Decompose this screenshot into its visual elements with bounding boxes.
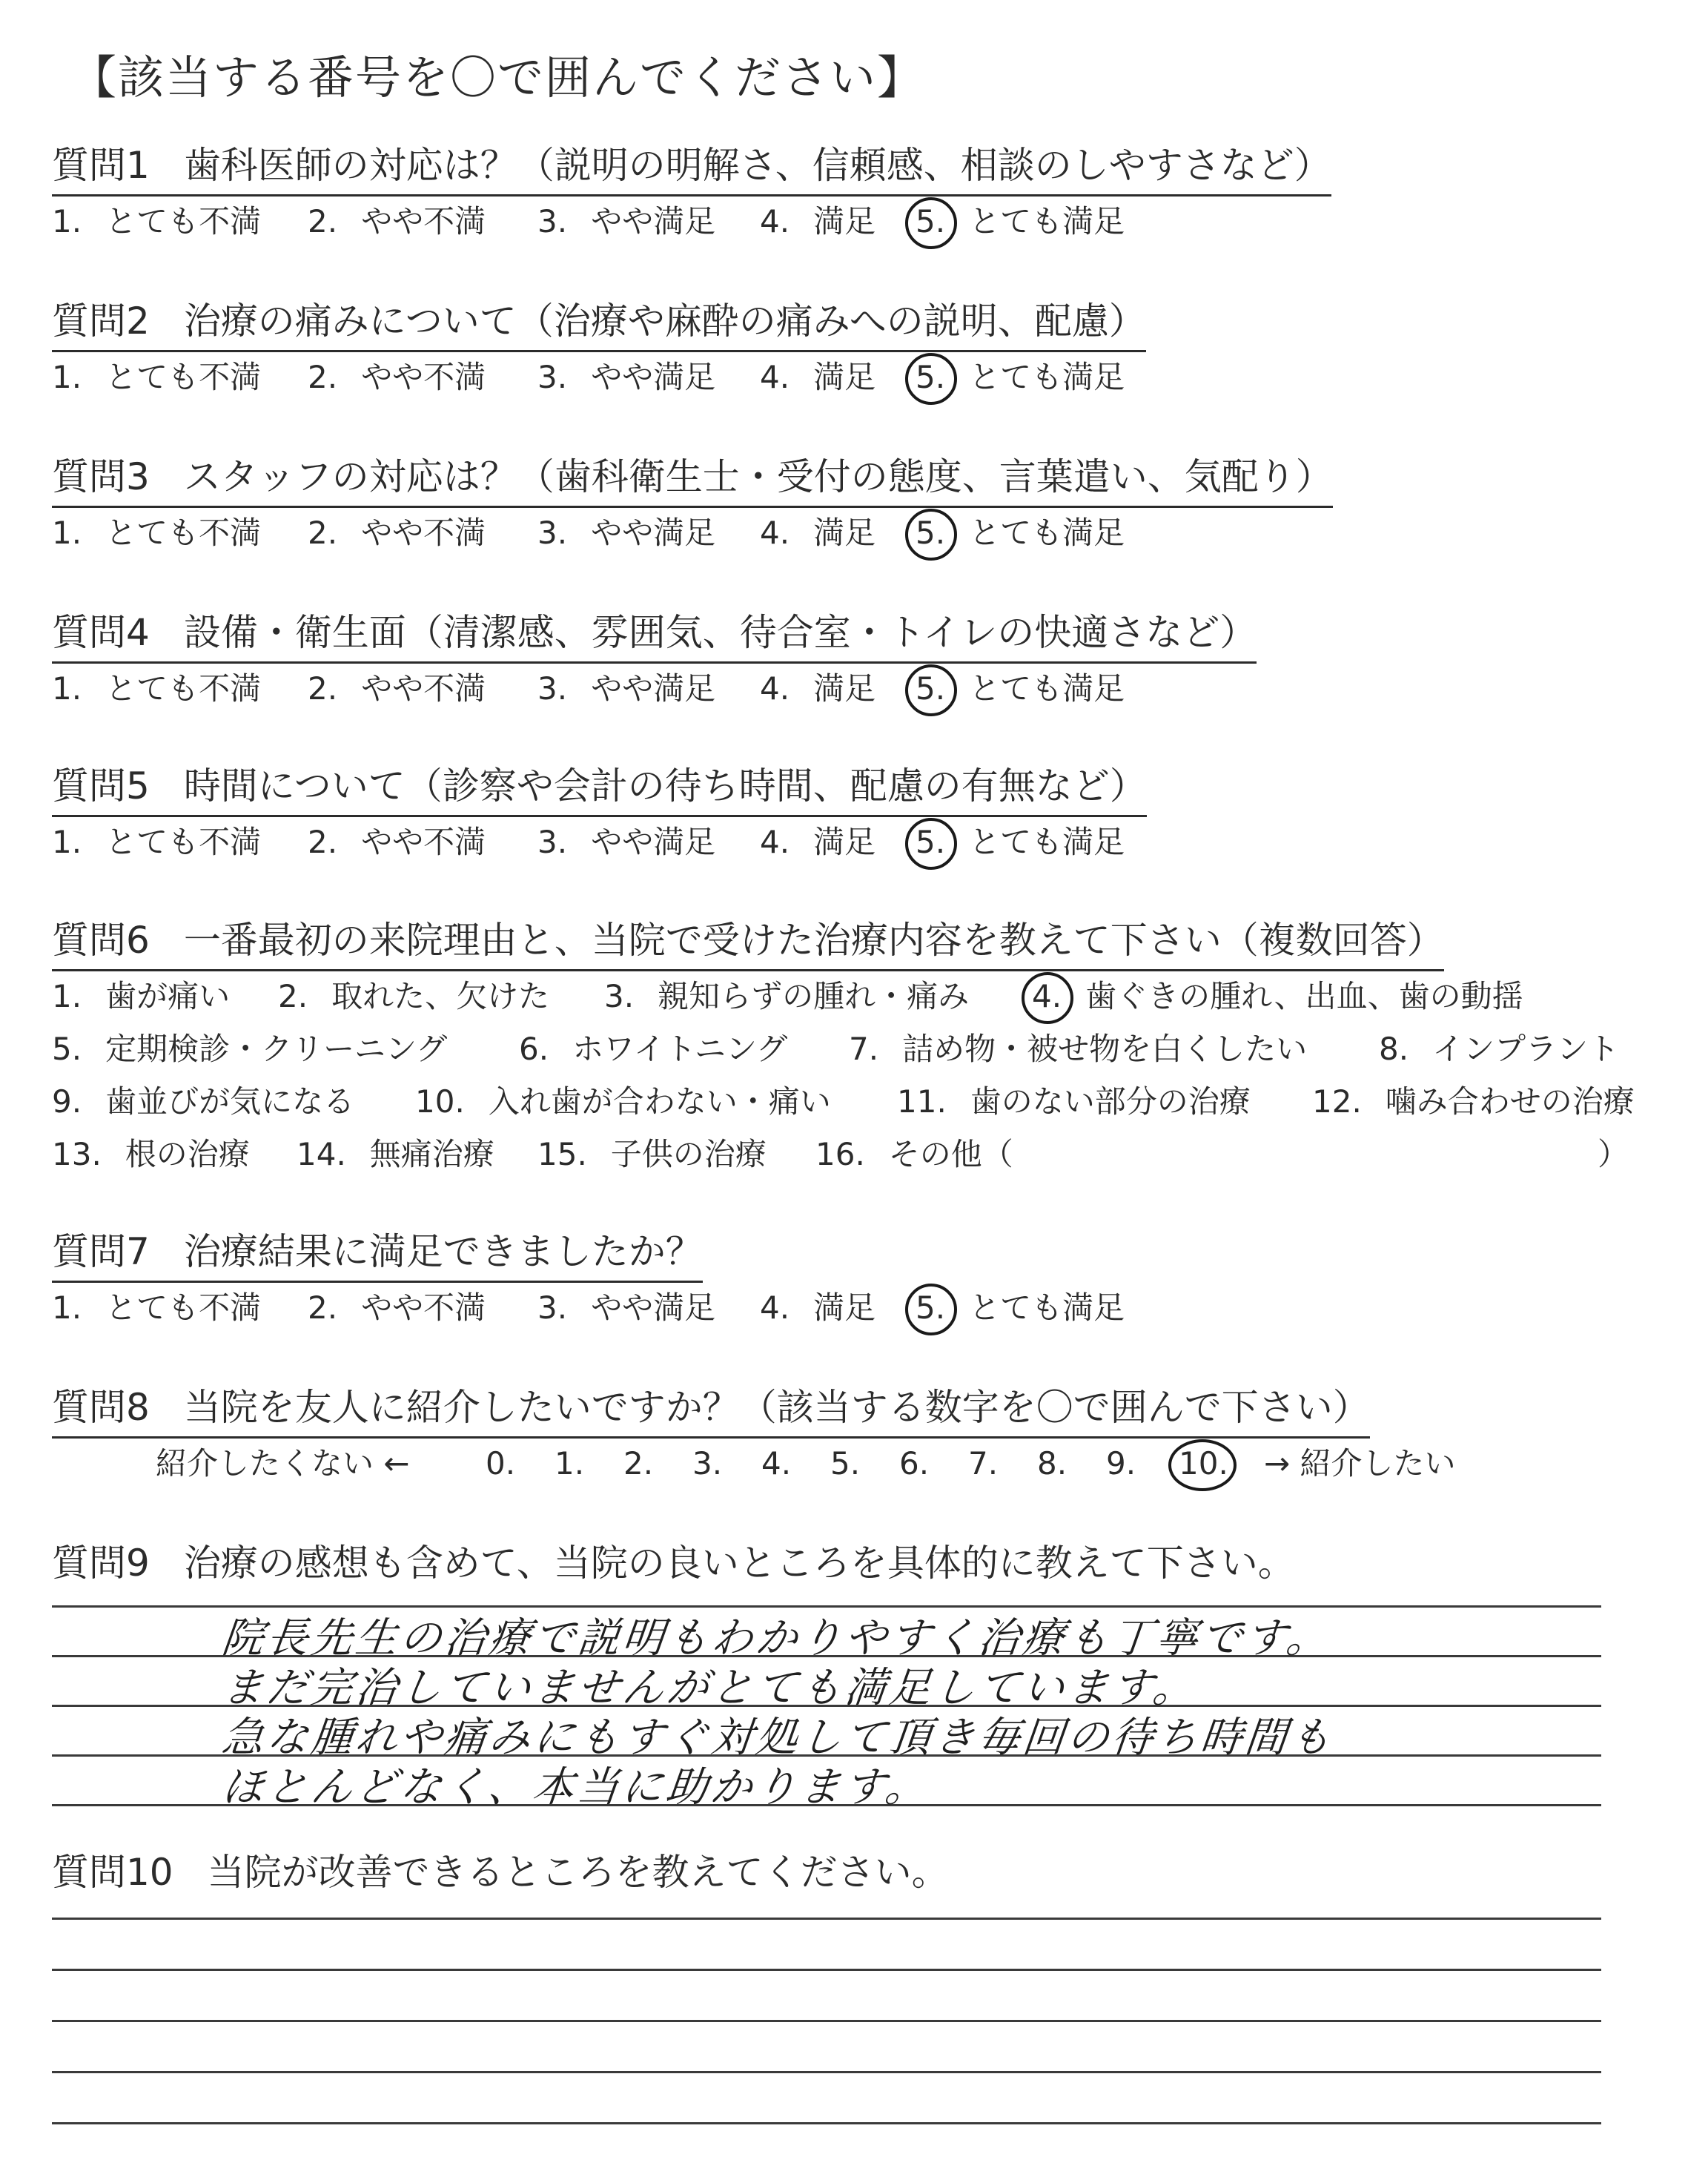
q6-option-4-selected[interactable]: 4. 歯ぐきの腫れ、出血、歯の動揺	[1032, 978, 1523, 1014]
scale-0[interactable]: 0.	[486, 1445, 516, 1482]
q1-selected-mark: 5.	[916, 203, 946, 240]
scale-10-selected[interactable]	[1179, 1445, 1228, 1482]
q8-selected-mark: 10.	[1179, 1445, 1228, 1482]
q1-option-5-selected[interactable]: 5. とても満足	[916, 203, 1125, 240]
q1-option-1[interactable]: 1. とても不満	[52, 203, 262, 240]
question-4-title	[52, 611, 1257, 664]
q9-handwritten-3: 急な腫れや痛みにもすぐ対処して頂き毎回の待ち時間も	[219, 1714, 1337, 1762]
q6-option-15[interactable]: 15. 子供の治療	[537, 1136, 767, 1172]
question-10-text: 当院が改善できるところを教えてください。	[207, 1851, 949, 1894]
question-6-text: 一番最初の来院理由と、当院で受けた治療内容を教えて下さい（複数回答）	[183, 919, 1444, 962]
question-8-title	[52, 1386, 1370, 1439]
q6-option-10[interactable]: 10. 入れ歯が合わない・痛い	[415, 1083, 831, 1120]
question-5-number: 質問5	[52, 764, 150, 807]
q6-option-1[interactable]: 1. 歯が痛い	[52, 978, 231, 1014]
q4-option-4[interactable]: 4. 満足	[760, 670, 876, 707]
q3-selected-mark: 5.	[916, 515, 946, 551]
question-9-number: 質問9	[52, 1542, 150, 1585]
q7-option-4[interactable]: 4. 満足	[760, 1289, 876, 1326]
q3-option-5-selected[interactable]: 5. とても満足	[916, 515, 1125, 551]
question-8-number: 質問8	[52, 1386, 150, 1429]
scale-4[interactable]: 4.	[761, 1445, 792, 1482]
question-1-number: 質問1	[52, 144, 150, 187]
question-3-number: 質問3	[52, 455, 150, 498]
question-2-title	[52, 300, 1146, 352]
q5-option-2[interactable]: 2. やや不満	[308, 824, 486, 860]
q6-other-close-paren: ）	[1598, 1136, 1629, 1172]
scale-5[interactable]: 5.	[830, 1445, 861, 1482]
q10-answer-line-3	[52, 2071, 1601, 2073]
q7-option-1[interactable]: 1. とても不満	[52, 1289, 262, 1326]
q3-option-3[interactable]: 3. やや満足	[537, 515, 716, 551]
q1-option-4[interactable]: 4. 満足	[760, 203, 876, 240]
q6-option-8[interactable]: 8. インプラント	[1379, 1031, 1620, 1067]
q1-option-3[interactable]: 3. やや満足	[537, 203, 716, 240]
q6-option-16[interactable]: 16. その他（	[815, 1136, 1013, 1172]
q10-answer-line-0	[52, 1918, 1601, 1920]
q2-selected-mark: 5.	[916, 359, 946, 395]
q6-option-5[interactable]: 5. 定期検診・クリーニング	[52, 1031, 448, 1067]
question-6-title	[52, 919, 1444, 971]
q5-selected-mark: 5.	[916, 824, 946, 860]
scale-left-label: 紹介したくない ←	[156, 1445, 410, 1482]
question-4-text: 設備・衛生面（清潔感、雰囲気、待合室・トイレの快適さなど）	[183, 611, 1257, 654]
q7-option-5-selected[interactable]: 5. とても満足	[916, 1289, 1125, 1326]
page-title: 【該当する番号を〇で囲んでください】	[70, 50, 925, 105]
question-10-title	[52, 1851, 949, 1901]
question-2-number: 質問2	[52, 300, 150, 343]
q7-option-3[interactable]: 3. やや満足	[537, 1289, 716, 1326]
q4-option-1[interactable]: 1. とても不満	[52, 670, 262, 707]
question-4-number: 質問4	[52, 611, 150, 654]
q3-option-1[interactable]: 1. とても不満	[52, 515, 262, 551]
q6-option-14[interactable]: 14. 無痛治療	[297, 1136, 494, 1172]
q3-option-4[interactable]: 4. 満足	[760, 515, 876, 551]
question-3-text: スタッフの対応は？（歯科衛生士・受付の態度、言葉遣い、気配り）	[183, 455, 1333, 498]
q6-option-7[interactable]: 7. 詰め物・被せ物を白くしたい	[849, 1031, 1308, 1067]
question-2-text: 治療の痛みについて（治療や麻酔の痛みへの説明、配慮）	[183, 300, 1146, 343]
scale-3[interactable]: 3.	[692, 1445, 723, 1482]
q4-option-5-selected[interactable]: 5. とても満足	[916, 670, 1125, 707]
q9-handwritten-2: まだ完治していませんがとても満足しています。	[219, 1664, 1200, 1712]
question-9-text: 治療の感想も含めて、当院の良いところを具体的に教えて下さい。	[183, 1542, 1295, 1585]
q10-answer-line-2	[52, 2020, 1601, 2022]
scale-6[interactable]: 6.	[899, 1445, 930, 1482]
scale-2[interactable]: 2.	[623, 1445, 654, 1482]
question-9-title	[52, 1542, 1295, 1592]
q6-option-11[interactable]: 11. 歯のない部分の治療	[897, 1083, 1251, 1120]
question-1-text: 歯科医師の対応は？（説明の明解さ、信頼感、相談のしやすさなど）	[183, 144, 1331, 187]
question-6-number: 質問6	[52, 919, 150, 962]
q10-answer-line-4	[52, 2122, 1601, 2124]
q2-option-4[interactable]: 4. 満足	[760, 359, 876, 395]
question-5-title	[52, 764, 1147, 817]
q4-option-2[interactable]: 2. やや不満	[308, 670, 486, 707]
q6-selected-mark: 4.	[1032, 978, 1062, 1014]
q6-option-2[interactable]: 2. 取れた、欠けた	[278, 978, 550, 1014]
q5-option-5-selected[interactable]: 5. とても満足	[916, 824, 1125, 860]
q6-option-12[interactable]: 12. 噛み合わせの治療	[1312, 1083, 1635, 1120]
q5-option-1[interactable]: 1. とても不満	[52, 824, 262, 860]
q2-option-2[interactable]: 2. やや不満	[308, 359, 486, 395]
q9-handwritten-4: ほとんどなく、本当に助かります。	[219, 1763, 933, 1811]
scale-7[interactable]: 7.	[968, 1445, 999, 1482]
q4-option-3[interactable]: 3. やや満足	[537, 670, 716, 707]
question-7-text: 治療結果に満足できましたか？	[183, 1230, 703, 1273]
question-7-title	[52, 1230, 703, 1283]
q2-option-1[interactable]: 1. とても不満	[52, 359, 262, 395]
scale-9[interactable]: 9.	[1106, 1445, 1136, 1482]
q10-answer-line-1	[52, 1969, 1601, 1971]
question-5-text: 時間について（診察や会計の待ち時間、配慮の有無など）	[183, 764, 1147, 807]
question-8-text: 当院を友人に紹介したいですか？（該当する数字を〇で囲んで下さい）	[183, 1386, 1370, 1429]
scale-1[interactable]: 1.	[555, 1445, 585, 1482]
question-7-number: 質問7	[52, 1230, 150, 1273]
scale-8[interactable]: 8.	[1037, 1445, 1068, 1482]
q9-handwritten-1: 院長先生の治療で説明もわかりやすく治療も丁寧です。	[219, 1614, 1334, 1662]
q3-option-2[interactable]: 2. やや不満	[308, 515, 486, 551]
q4-selected-mark: 5.	[916, 670, 946, 707]
question-1-title	[52, 144, 1331, 196]
q2-option-3[interactable]: 3. やや満足	[537, 359, 716, 395]
q2-option-5-selected[interactable]: 5. とても満足	[916, 359, 1125, 395]
q6-option-6[interactable]: 6. ホワイトニング	[519, 1031, 788, 1067]
q1-option-2[interactable]: 2. やや不満	[308, 203, 486, 240]
question-3-title	[52, 455, 1333, 508]
q6-option-9[interactable]: 9. 歯並びが気になる	[52, 1083, 355, 1120]
q5-option-4[interactable]: 4. 満足	[760, 824, 876, 860]
scale-right-label: → 紹介したい	[1264, 1445, 1456, 1482]
question-10-number: 質問10	[52, 1851, 173, 1894]
q6-option-13[interactable]: 13. 根の治療	[52, 1136, 250, 1172]
q5-option-3[interactable]: 3. やや満足	[537, 824, 716, 860]
q7-option-2[interactable]: 2. やや不満	[308, 1289, 486, 1326]
q6-option-3[interactable]: 3. 親知らずの腫れ・痛み	[604, 978, 970, 1014]
q7-selected-mark: 5.	[916, 1289, 946, 1326]
